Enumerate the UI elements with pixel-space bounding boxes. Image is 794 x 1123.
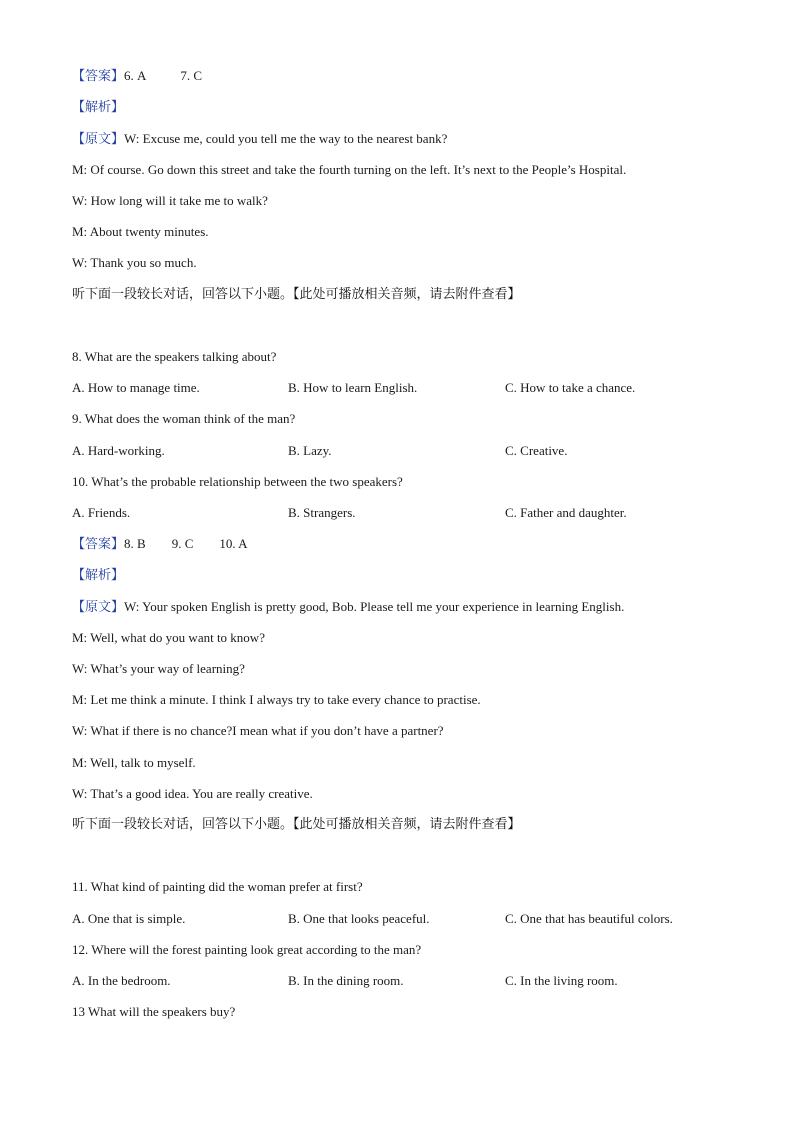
analysis-tag: 【解析】 [72, 568, 125, 583]
dialogue-line: W: How long will it take me to walk? [72, 193, 268, 208]
option-a: A. Hard-working. [72, 443, 165, 458]
option-a: A. Friends. [72, 505, 131, 520]
original-tag: 【原文】 [72, 600, 125, 615]
listening-instruction: 听下面一段较长对话，回答以下小题。【此处可播放相关音频，请去附件查看】 [72, 287, 521, 302]
dialogue-line [72, 599, 624, 616]
option-c: C. Creative. [505, 443, 568, 458]
answer: 9. C [171, 536, 194, 551]
dialogue-line: M: Well, talk to myself. [72, 755, 196, 770]
answer-tag: 【答案】 [72, 69, 125, 84]
original-tag: 【原文】 [72, 132, 125, 147]
dialogue-line: M: Of course. Go down this street and take the fourth turning on the left. It’s next to the People’s Hospital. [72, 162, 627, 177]
dialogue-text: W: Your spoken English is pretty good, Bob. Please tell me your experience in learning English. [124, 599, 625, 614]
answer: 10. A [219, 536, 248, 551]
dialogue-line [72, 131, 447, 148]
dialogue-line: W: Thank you so much. [72, 255, 197, 270]
dialogue-line: M: Well, what do you want to know? [72, 630, 265, 645]
dialogue-line: W: That’s a good idea. You are really creative. [72, 786, 313, 801]
answer-line-2 [72, 536, 248, 553]
question: 13 What will the speakers buy? [72, 1004, 236, 1019]
dialogue-line: W: What if there is no chance?I mean what if you don’t have a partner? [72, 723, 444, 738]
option-b: B. One that looks peaceful. [288, 911, 430, 926]
option-b: B. In the dining room. [288, 973, 404, 988]
option-b: B. How to learn English. [288, 380, 418, 395]
option-a: A. How to manage time. [72, 380, 200, 395]
answer: 7. C [180, 68, 203, 83]
dialogue-line: M: About twenty minutes. [72, 224, 209, 239]
answer: 8. B [124, 536, 146, 551]
question: 12. Where will the forest painting look great according to the man? [72, 942, 422, 957]
dialogue-line: W: What’s your way of learning? [72, 661, 245, 676]
dialogue-text: W: Excuse me, could you tell me the way to the nearest bank? [124, 131, 448, 146]
option-b: B. Strangers. [288, 505, 356, 520]
question: 8. What are the speakers talking about? [72, 349, 277, 364]
option-a: A. One that is simple. [72, 911, 186, 926]
answer-tag: 【答案】 [72, 537, 125, 552]
option-c: C. One that has beautiful colors. [505, 911, 673, 926]
listening-instruction: 听下面一段较长对话，回答以下小题。【此处可播放相关音频，请去附件查看】 [72, 817, 521, 832]
option-c: C. Father and daughter. [505, 505, 627, 520]
analysis-tag: 【解析】 [72, 100, 125, 115]
answer: 6. A [124, 68, 147, 83]
dialogue-line: M: Let me think a minute. I think I always try to take every chance to practise. [72, 692, 481, 707]
option-a: A. In the bedroom. [72, 973, 171, 988]
option-b: B. Lazy. [288, 443, 332, 458]
question: 11. What kind of painting did the woman prefer at first? [72, 879, 363, 894]
question: 9. What does the woman think of the man? [72, 411, 296, 426]
question: 10. What’s the probable relationship between the two speakers? [72, 474, 403, 489]
option-c: C. How to take a chance. [505, 380, 636, 395]
answer-line-1 [72, 68, 202, 85]
option-c: C. In the living room. [505, 973, 618, 988]
